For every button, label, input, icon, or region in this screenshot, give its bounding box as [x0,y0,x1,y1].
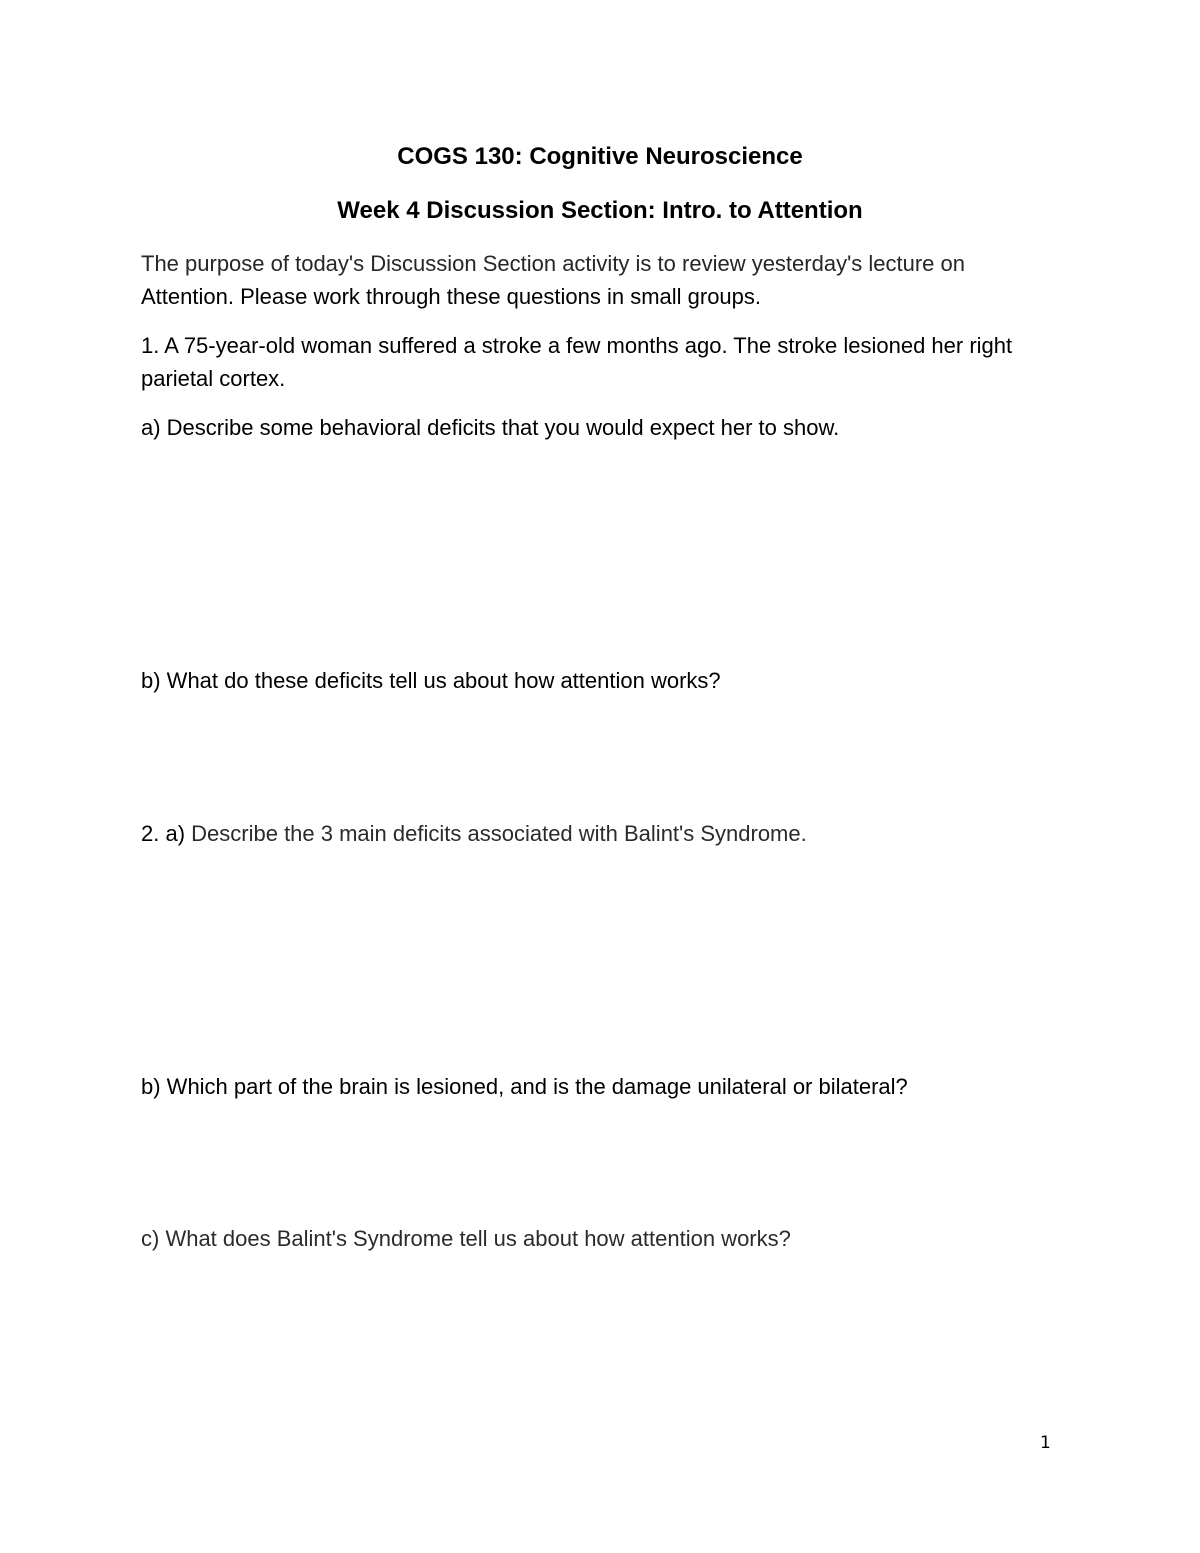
question-2b: b) Which part of the brain is lesioned, and is the damage unilateral or bilateral? [141,1074,908,1099]
question-2c: c) What does Balint's Syndrome tell us about how attention works? [141,1226,791,1251]
page-number: 1 [1040,1433,1051,1453]
document-title: COGS 130: Cognitive Neuroscience [397,143,803,170]
question-2a [141,817,1061,850]
question-1-prompt: 1. A 75-year-old woman suffered a stroke a few months ago. The stroke lesioned her right parietal cortex. [141,333,1013,391]
question-2a-number: 2. a) [141,821,186,846]
intro-text-line2: Attention. Please work through these questions in small groups. [141,284,762,309]
intro-text-line1: The purpose of today's Discussion Section activity is to review yesterday's lecture on [141,251,966,276]
intro-paragraph [141,247,1061,313]
question-1b: b) What do these deficits tell us about how attention works? [141,668,721,693]
document-subtitle: Week 4 Discussion Section: Intro. to Attention [337,197,863,224]
question-2a-text: Describe the 3 main deficits associated with Balint's Syndrome. [185,821,807,846]
question-1a: a) Describe some behavioral deficits that you would expect her to show. [141,415,840,440]
